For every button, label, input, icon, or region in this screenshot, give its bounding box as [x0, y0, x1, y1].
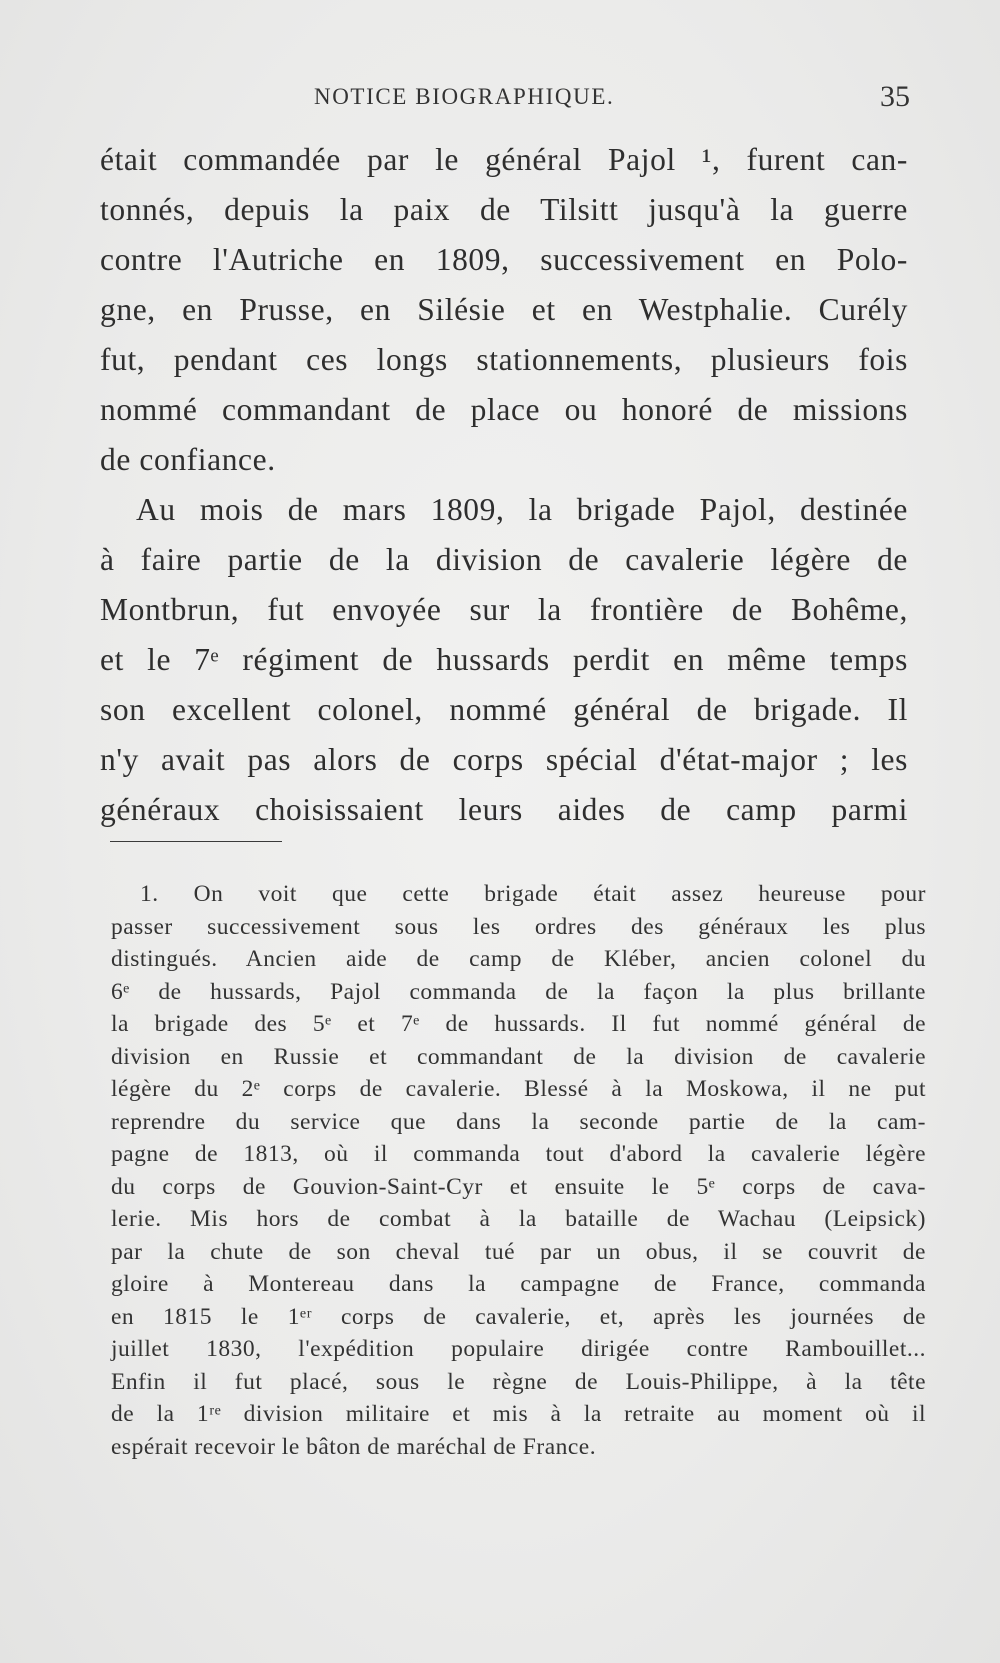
text-line: Au mois de mars 1809, la brigade Pajol, destinée	[136, 492, 908, 527]
text-line: à faire partie de la division de cavalerie légère de	[100, 542, 908, 577]
footnote-line: gloire à Montereau dans la campagne de France, commanda	[111, 1271, 926, 1297]
footnote-line: 1. On voit que cette brigade était assez heureuse pour	[140, 881, 926, 907]
text-line: gne, en Prusse, en Silésie et en Westphalie. Curély	[100, 292, 908, 327]
footnote	[111, 878, 926, 1463]
footnote-line: la brigade des 5ᵉ et 7ᵉ de hussards. Il fut nommé général de	[111, 1011, 926, 1037]
footnote-line: Enfin il fut placé, sous le règne de Louis-Philippe, à la tête	[111, 1368, 926, 1395]
footnote-line: par la chute de son cheval tué par un obus, il se couvrit de	[111, 1238, 926, 1265]
text-line: fut, pendant ces longs stationnements, plusieurs fois	[100, 342, 908, 377]
footnote-line: passer successivement sous les ordres des généraux les plus	[111, 913, 926, 940]
main-text	[100, 135, 908, 835]
footnote-line: lerie. Mis hors de combat à la bataille de Wachau (Leipsick)	[111, 1206, 926, 1232]
text-line: généraux choisissaient leurs aides de camp parmi	[100, 792, 908, 827]
text-line: nommé commandant de place ou honoré de missions	[100, 392, 908, 427]
footnote-line: division en Russie et commandant de la division de cavalerie	[111, 1043, 926, 1070]
footnote-line: distingués. Ancien aide de camp de Kléber, ancien colonel du	[111, 946, 926, 972]
footnote-line: de la 1ʳᵉ division militaire et mis à la retraite au moment où il	[111, 1401, 926, 1427]
footnote-line: légère du 2ᵉ corps de cavalerie. Blessé à la Moskowa, il ne put	[111, 1076, 926, 1102]
text-line: Montbrun, fut envoyée sur la frontière de Bohême,	[100, 592, 908, 627]
footnote-line: du corps de Gouvion-Saint-Cyr et ensuite le 5ᵉ corps de cava-	[111, 1173, 926, 1200]
text-line: de confiance.	[100, 442, 276, 477]
text-line: était commandée par le général Pajol ¹, furent can-	[100, 142, 908, 177]
page-number: 35	[880, 80, 910, 113]
footnote-line: juillet 1830, l'expédition populaire dirigée contre Rambouillet...	[111, 1336, 926, 1362]
footnote-line: pagne de 1813, où il commanda tout d'abord la cavalerie légère	[111, 1141, 926, 1167]
text-line: contre l'Autriche en 1809, successivement en Polo-	[100, 242, 908, 277]
text-line: et le 7ᵉ régiment de hussards perdit en même temps	[100, 642, 908, 677]
page-header	[100, 80, 920, 120]
footnote-line: espérait recevoir le bâton de maréchal de France.	[111, 1433, 597, 1460]
footnote-separator	[110, 841, 282, 842]
footnote-line: 6ᵉ de hussards, Pajol commanda de la façon la plus brillante	[111, 978, 926, 1005]
text-line: son excellent colonel, nommé général de brigade. Il	[100, 692, 908, 727]
running-title: NOTICE BIOGRAPHIQUE.	[314, 84, 615, 109]
text-line: n'y avait pas alors de corps spécial d'état-major ; les	[100, 742, 908, 777]
footnote-line: en 1815 le 1ᵉʳ corps de cavalerie, et, après les journées de	[111, 1303, 926, 1330]
text-line: tonnés, depuis la paix de Tilsitt jusqu'à la guerre	[100, 192, 908, 227]
footnote-line: reprendre du service que dans la seconde partie de la cam-	[111, 1108, 926, 1135]
